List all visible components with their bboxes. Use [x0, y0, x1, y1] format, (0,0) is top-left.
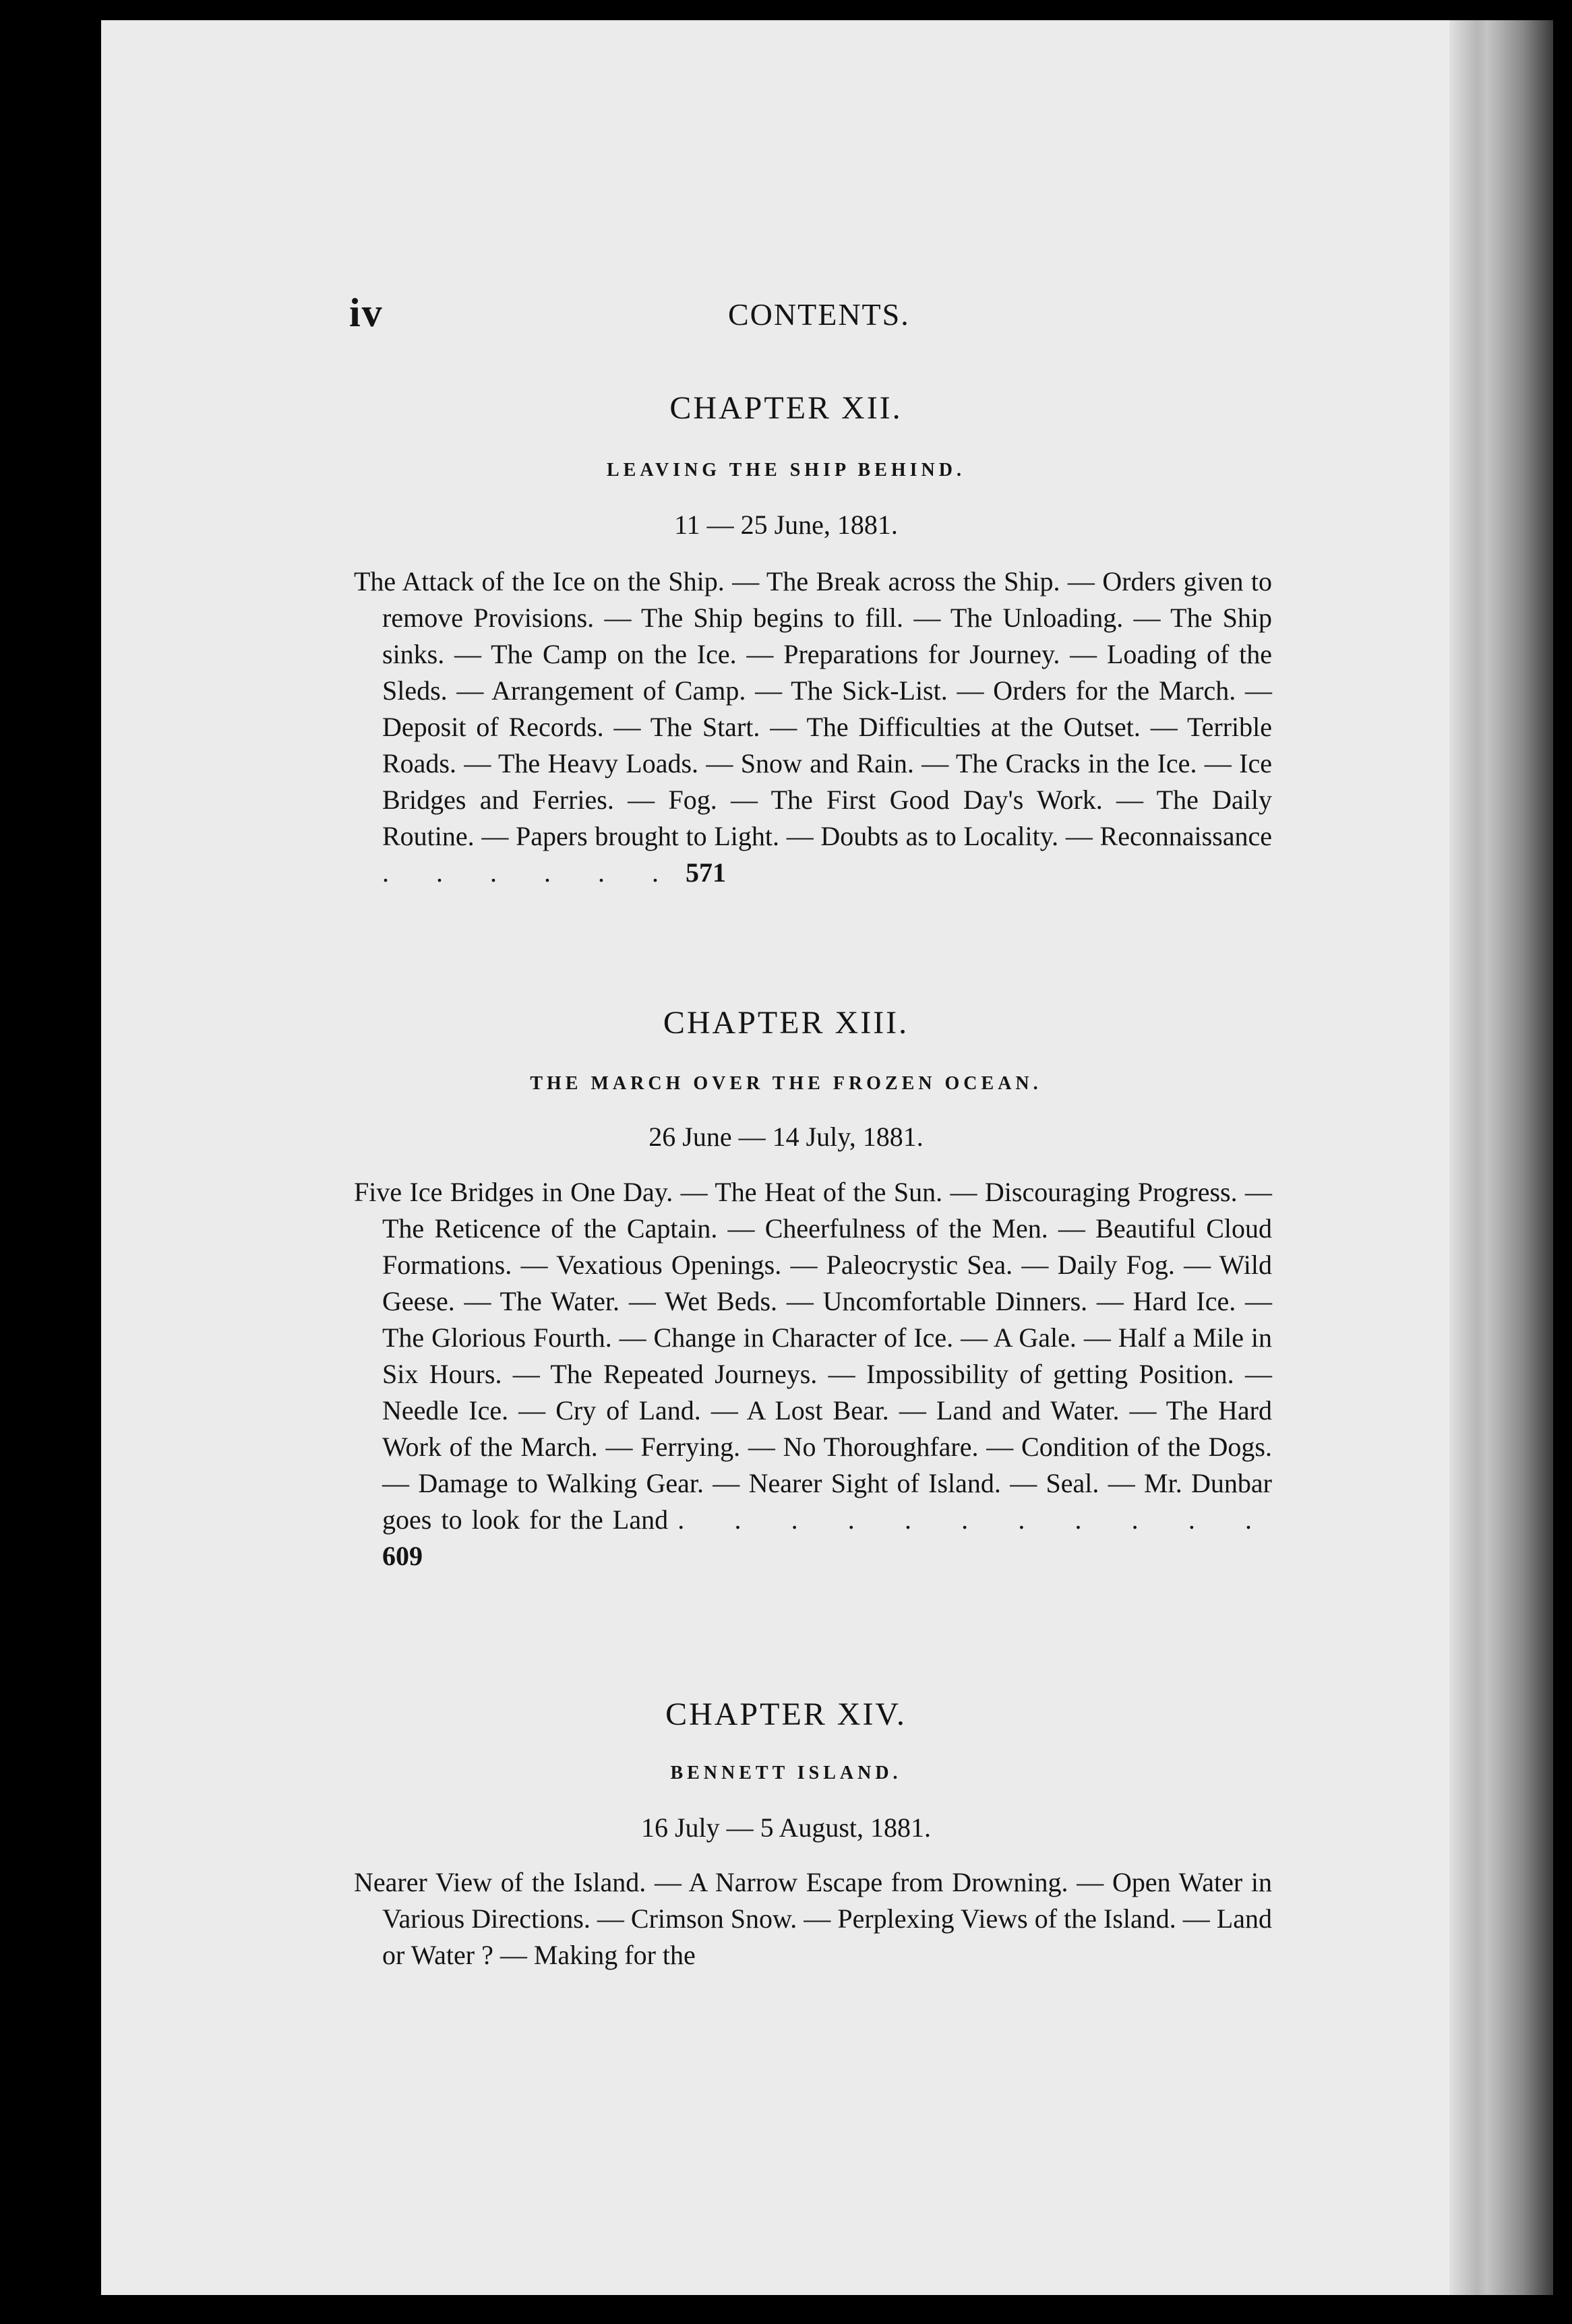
chapter-13-title: THE MARCH OVER THE FROZEN OCEAN. [530, 1073, 1042, 1094]
chapter-13-summary [354, 1174, 1272, 1574]
chapter-14-summary-text: Nearer View of the Island. — A Narrow Escape from Drowning. — Open Water in Various Directions. — Crimson Snow. — Perplexing Views of the Island. — Land or Water ? — Making for the [354, 1867, 1272, 1970]
chapter-14-summary [354, 1864, 1272, 1974]
chapter-12-title: LEAVING THE SHIP BEHIND. [607, 460, 965, 481]
chapter-12-heading: CHAPTER XII. [669, 390, 903, 426]
chapter-14-dates: 16 July — 5 August, 1881. [640, 1812, 932, 1843]
chapter-13-heading: CHAPTER XIII. [663, 1005, 909, 1041]
page-number: iv [349, 290, 384, 335]
chapter-12-summary [354, 563, 1272, 891]
chapter-12-summary-text: The Attack of the Ice on the Ship. — The Break across the Ship. — Orders given to remove Provisions. — The Ship begins to fill. — The Unloading. — The Ship sinks. — The Camp on the Ice. — Preparations for Journey. — Loading of the Sleds. — Arrangement of Camp. — The Sick-List. — Orders for the March. — Deposit of Records. — The Start. — The Difficulties at the Outset. — Terrible Roads. — The Heavy Loads. — Snow and Rain. — The Cracks in the Ice. — Ice Bridges and Ferries. — Fog. — The First Good Day's Work. — The Daily Routine. — Papers brought to Light. — Doubts as to Locality. — Reconnaissance [354, 566, 1272, 851]
chapter-13-summary-text: Five Ice Bridges in One Day. — The Heat of the Sun. — Discouraging Progress. — The Reticence of the Captain. — Cheerfulness of the Men. — Beautiful Cloud Formations. — Vexatious Openings. — Paleocrystic Sea. — Daily Fog. — Wild Geese. — The Water. — Wet Beds. — Uncomfortable Dinners. — Hard Ice. — The Glorious Fourth. — Change in Character of Ice. — A Gale. — Half a Mile in Six Hours. — The Repeated Journeys. — Impossibility of getting Position. — Needle Ice. — Cry of Land. — A Lost Bear. — Land and Water. — The Hard Work of the March. — Ferrying. — No Thoroughfare. — Condition of the Dogs. — Damage to Walking Gear. — Nearer Sight of Island. — Seal. — Mr. Dunbar goes to look for the Land [354, 1177, 1272, 1535]
chapter-14-heading: CHAPTER XIV. [665, 1696, 907, 1732]
chapter-12-leader: . . . . . . [382, 857, 679, 888]
chapter-13-leader: . . . . . . . . . . . [677, 1504, 1272, 1535]
chapter-13-dates: 26 June — 14 July, 1881. [648, 1122, 924, 1152]
chapter-12-dates: 11 — 25 June, 1881. [674, 510, 898, 540]
running-title: CONTENTS. [728, 297, 910, 332]
chapter-12-page-ref: 571 [686, 857, 726, 888]
page-edge [1449, 20, 1476, 2295]
chapter-14-title: BENNETT ISLAND. [670, 1763, 902, 1783]
chapter-13-page-ref: 609 [382, 1541, 423, 1571]
